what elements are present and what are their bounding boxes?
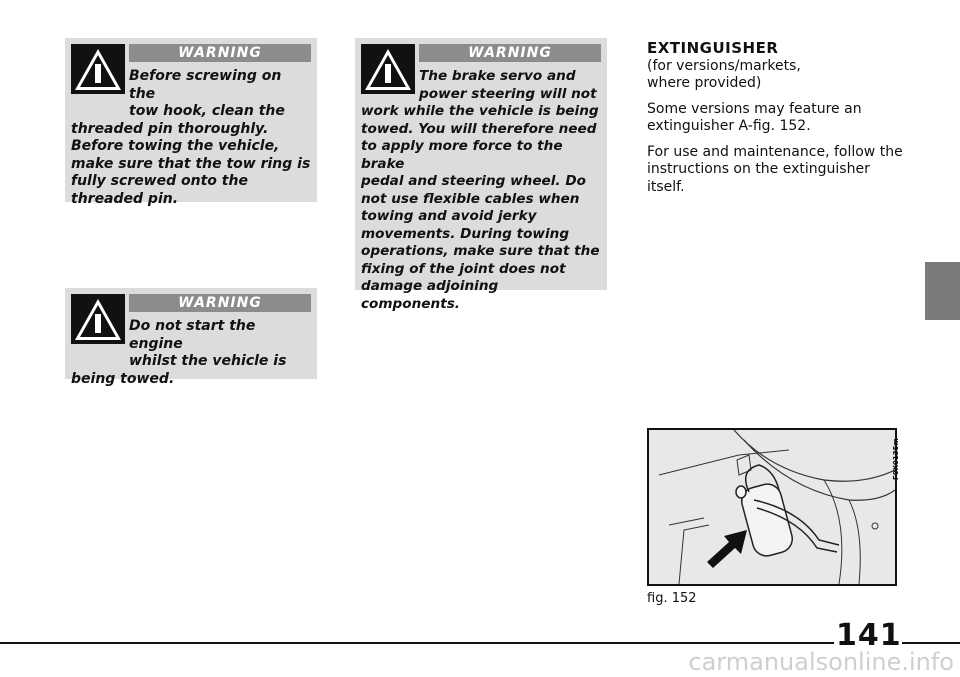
warning-triangle-icon (71, 294, 125, 344)
figure-code: F0X0135m (892, 438, 900, 480)
subtitle-line: where provided) (647, 75, 762, 91)
subtitle-line: (for versions/markets, (647, 57, 801, 74)
footer-rule-left (0, 642, 834, 644)
paragraph-line: extinguisher A-fig. 152. (647, 118, 811, 134)
page-number: 141 (836, 618, 902, 653)
section-title: EXTINGUISHER (647, 39, 779, 57)
warning-box-engine (65, 288, 317, 387)
section-tab (925, 262, 960, 320)
watermark: carmanualsonline.info (688, 648, 954, 676)
warning-triangle-icon (361, 44, 415, 94)
warning-label: WARNING (129, 294, 311, 312)
warning-text: Do not start the engine whilst the vehicle is being towed. (71, 318, 287, 387)
paragraph-line: instructions on the extinguisher (647, 161, 870, 177)
paragraph-line: Some versions may feature an (647, 100, 862, 117)
warning-triangle-icon (71, 44, 125, 94)
warning-text: Before screwing on the tow hook, clean the threaded pin thoroughly. Before towing the vehicle, make sure that the tow ring is fully screwed onto the threaded pin. (71, 68, 311, 207)
warning-box-brake-servo (355, 38, 607, 312)
footer-rule-right (902, 642, 960, 644)
extinguisher-figure (647, 428, 897, 586)
warning-text: The brake servo and power steering will not work while the vehicle is being towed. You will therefore need to apply more force to the brake pedal and steering wheel. Do not use flexible cables when towing and avoid jerky movements. During towing operations, make sure that the fixing of the joint does not damage adjoining components. (361, 68, 600, 312)
paragraph-line: itself. (647, 178, 685, 195)
extinguisher-section (647, 40, 907, 196)
warning-label: WARNING (129, 44, 311, 62)
warning-box-tow-hook (65, 38, 317, 207)
warning-label: WARNING (419, 44, 601, 62)
figure-caption: fig. 152 (647, 591, 697, 606)
extinguisher-illustration (649, 430, 895, 584)
paragraph-line: For use and maintenance, follow the (647, 143, 903, 160)
